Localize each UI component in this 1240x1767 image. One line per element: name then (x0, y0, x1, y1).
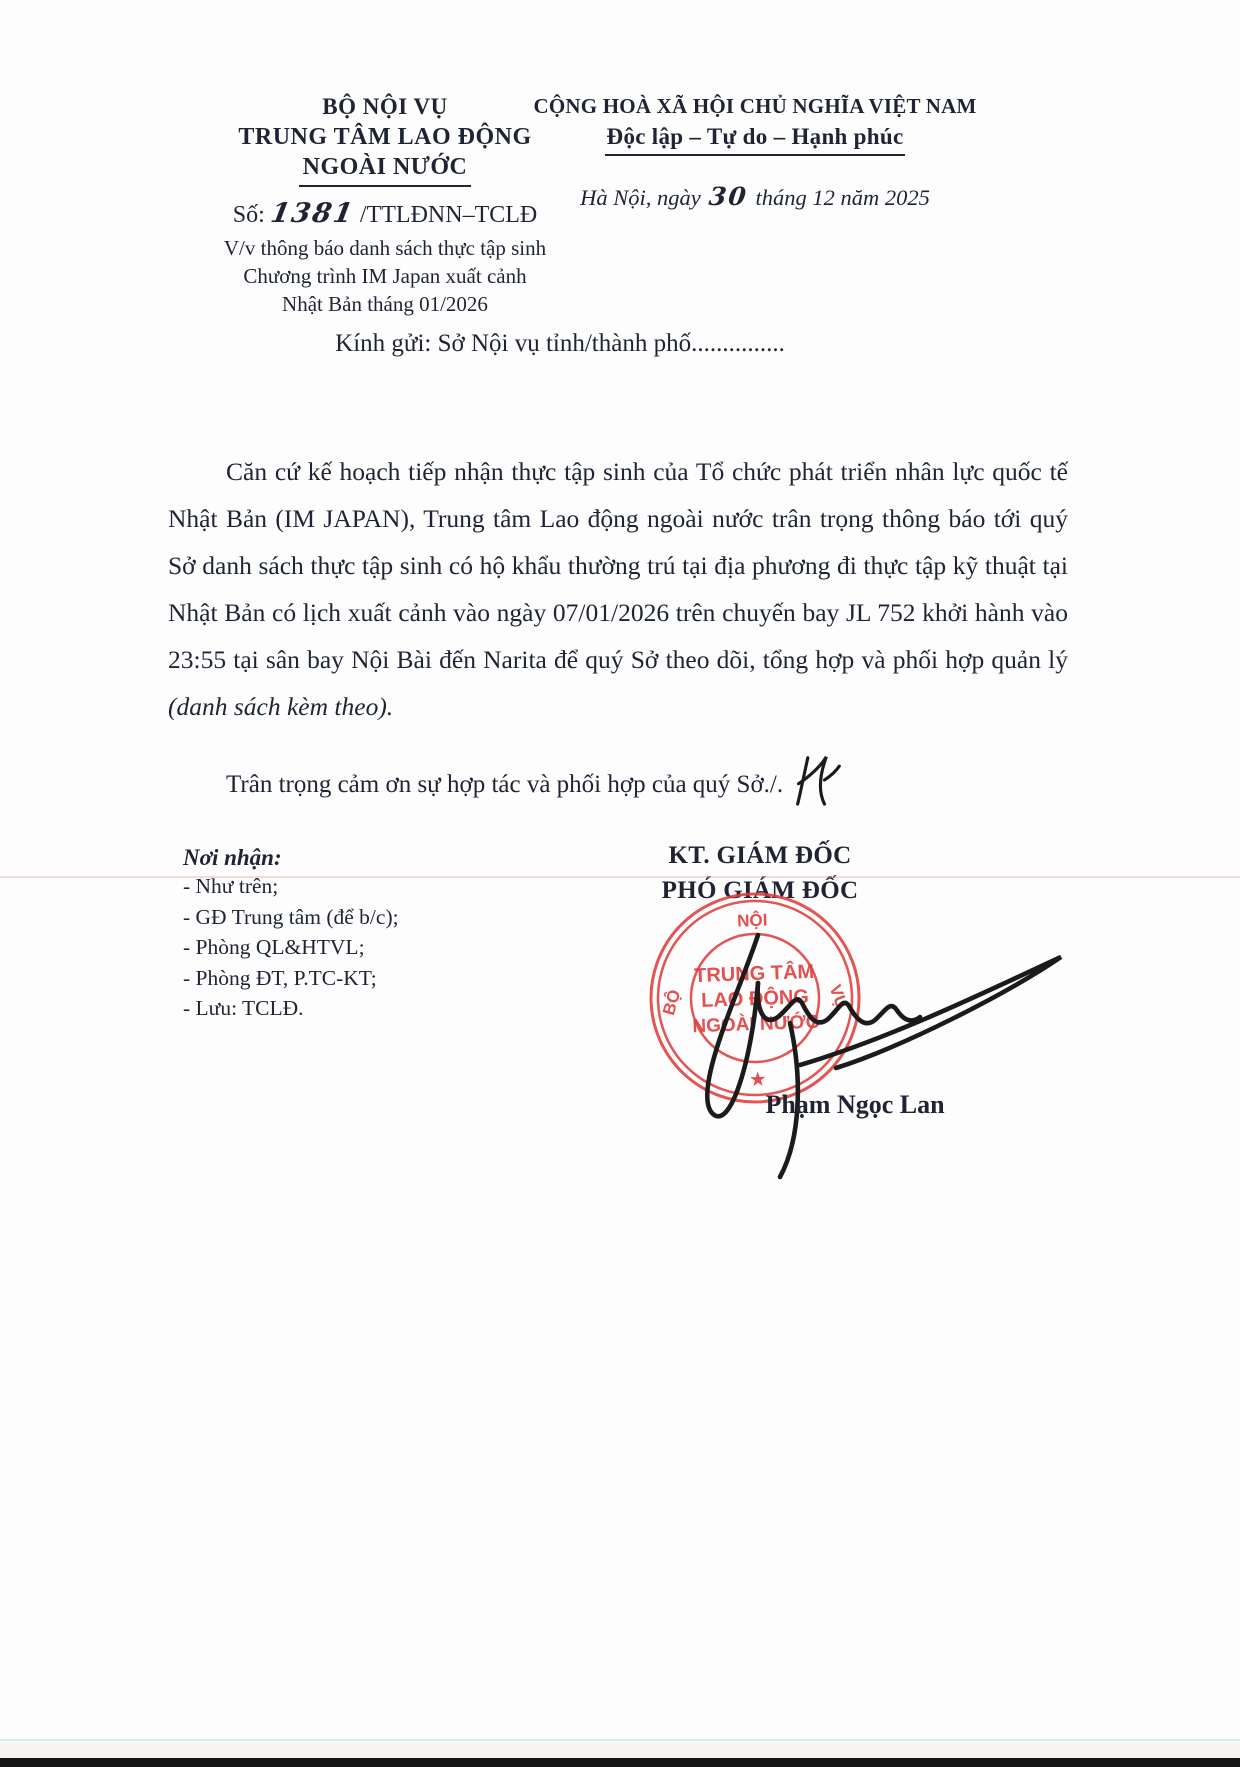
distribution-list (183, 845, 399, 1024)
distribution-item: - Lưu: TCLĐ. (183, 996, 304, 1020)
body-paragraph-1-text: Căn cứ kế hoạch tiếp nhận thực tập sinh của Tổ chức phát triển nhân lực quốc tế Nhật Bản (IM JAPAN), Trung tâm Lao động ngoài nước trân trọng thông báo tới quý Sở danh sách thực tập sinh có hộ khẩu thường trú tại địa phương đi thực tập kỹ thuật tại Nhật Bản có lịch xuất cảnh vào ngày 07/01/2026 trên chuyến bay JL 752 khởi hành vào 23:55 tại sân bay Nội Bài đến Narita để quý Sở theo dõi, tổng hợp và phối hợp quản lý (168, 457, 1068, 674)
distribution-list-heading: Nơi nhận: (183, 845, 282, 870)
org-name-line2: NGOÀI NƯỚC (299, 153, 472, 187)
distribution-item: - Phòng ĐT, P.TC-KT; (183, 965, 377, 990)
scan-artifact-pink-line (0, 876, 1240, 878)
body-paragraph-2-text: Trân trọng cảm ơn sự hợp tác và phối hợp của quý Sở./. (226, 771, 784, 798)
date-rest: tháng 12 năm 2025 (755, 185, 930, 210)
scan-artifact-cyan-line (0, 1739, 1240, 1741)
national-title: CỘNG HOÀ XÃ HỘI CHỦ NGHĨA VIỆT NAM (533, 94, 977, 118)
distribution-item: - GĐ Trung tâm (để b/c); (183, 904, 399, 929)
date-day-handwritten: 30 (707, 182, 750, 211)
body-paragraph-1-italic: (danh sách kèm theo). (168, 692, 394, 721)
distribution-item: - Như trên; (183, 874, 279, 898)
distribution-item: - Phòng QL&HTVL; (183, 935, 365, 959)
document-number-label: Số: (232, 202, 265, 228)
subject-line-1: V/v thông báo danh sách thực tập sinh (223, 236, 547, 260)
stamp-outer-top-text: NỘI (736, 910, 768, 931)
parent-ministry-name: BỘ NỘI VỤ (322, 94, 448, 119)
stamp-star-icon: ★ (748, 1068, 768, 1092)
place-date-line (520, 182, 990, 211)
handwritten-signature (640, 905, 1085, 1190)
handwritten-paraph-initials (793, 752, 843, 808)
subject-line-2: Chương trình IM Japan xuất cảnh (243, 264, 527, 288)
national-header-block (520, 92, 990, 211)
recipient-line: Kính gửi: Sở Nội vụ tỉnh/thành phố............... (335, 330, 785, 357)
document-number-suffix: /TTLĐNN–TCLĐ (359, 202, 538, 228)
scan-artifact-black-band (0, 1758, 1240, 1767)
stamp-inner-line2: LAO ĐỘNG (700, 986, 810, 1012)
stamp-outer-right-text: VỤ (825, 982, 852, 1011)
org-name-line1: TRUNG TÂM LAO ĐỘNG (238, 124, 532, 150)
scan-artifact-bottom-strip (0, 1742, 1240, 1758)
national-motto: Độc lập – Tự do – Hạnh phúc (605, 124, 906, 156)
stamp-inner-line1: TRUNG TÂM (693, 960, 815, 988)
body-paragraph-1 (168, 448, 1068, 730)
date-prefix: Hà Nội, ngày (580, 185, 701, 210)
stamp-outer-left-text: BỘ (659, 987, 685, 1018)
signer-title-line2: PHÓ GIÁM ĐỐC (661, 877, 859, 904)
signer-title-line1: KT. GIÁM ĐỐC (668, 842, 852, 869)
signer-name: Phạm Ngọc Lan (765, 1090, 945, 1119)
subject-block (160, 234, 610, 318)
body-paragraph-2 (168, 752, 1068, 808)
subject-line-3: Nhật Bản tháng 01/2026 (282, 292, 488, 316)
document-number-handwritten: 1381 (268, 198, 357, 229)
stamp-inner-line3: NGOÀI NƯỚC (692, 1011, 820, 1038)
